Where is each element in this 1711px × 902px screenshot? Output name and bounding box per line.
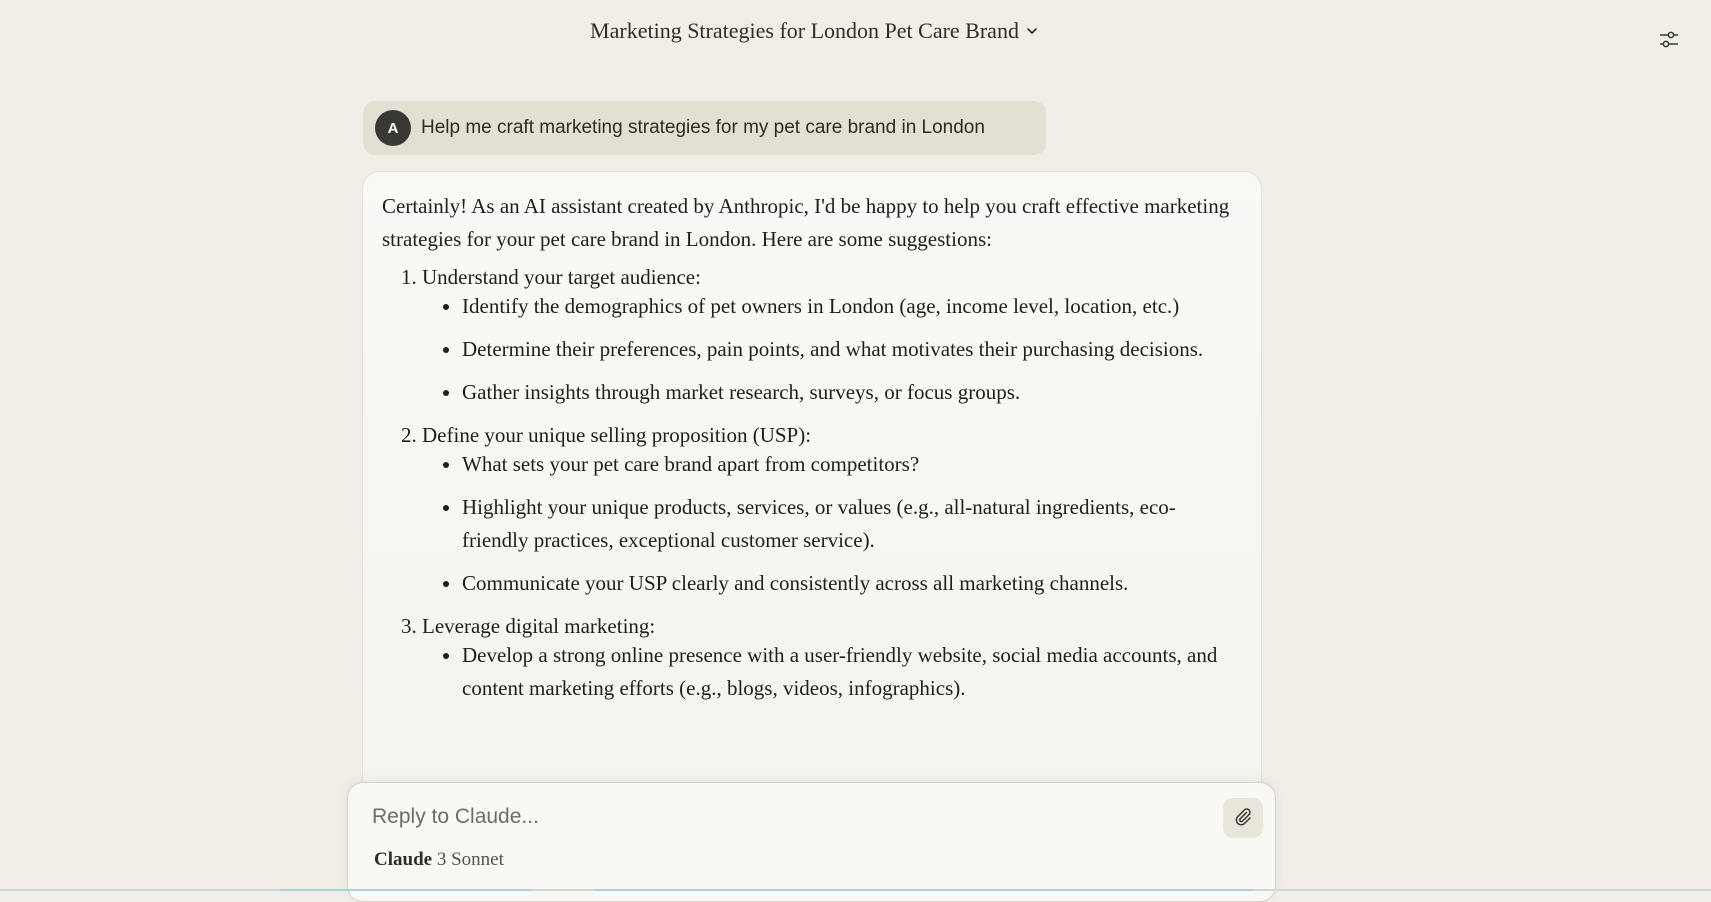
model-selector[interactable]	[374, 849, 504, 871]
reply-composer	[347, 782, 1276, 902]
bottom-divider	[0, 889, 1711, 891]
avatar: A	[375, 110, 411, 146]
strategy-list	[382, 261, 1241, 705]
strategy-title: Understand your target audience:	[422, 265, 701, 289]
strategy-item	[422, 419, 1241, 600]
model-brand: Claude	[374, 849, 433, 870]
strategy-item	[422, 610, 1241, 705]
strategy-bullet: • What sets your pet care brand apart from competitors?	[462, 448, 1241, 481]
top-bar	[0, 0, 1711, 66]
bottom-divider-segment	[594, 889, 1254, 891]
strategy-bullet: • Determine their preferences, pain points, and what motivates their purchasing decisions.	[462, 333, 1241, 366]
chat-settings-button[interactable]	[1656, 29, 1682, 55]
strategy-bullets	[422, 290, 1241, 409]
attach-button[interactable]	[1223, 798, 1263, 838]
strategy-bullets	[422, 448, 1241, 600]
strategy-title: Define your unique selling proposition (USP):	[422, 423, 812, 447]
bottom-divider-segment	[280, 889, 532, 891]
strategy-item	[422, 261, 1241, 409]
user-message-text: Help me craft marketing strategies for my pet care brand in London	[421, 117, 985, 138]
strategy-bullet: • Identify the demographics of pet owners in London (age, income level, location, etc.)	[462, 290, 1241, 323]
sliders-icon	[1658, 30, 1680, 55]
model-name: 3 Sonnet	[436, 849, 504, 870]
chevron-down-icon	[1025, 24, 1039, 38]
strategy-bullet: • Develop a strong online presence with a user-friendly website, social media accounts, and content marketing efforts (e.g., blogs, videos, infographics).	[462, 639, 1241, 705]
strategy-title: Leverage digital marketing:	[422, 614, 656, 638]
assistant-intro: Certainly! As an AI assistant created by Anthropic, I'd be happy to help you craft effective marketing strategies for your pet care brand in London. Here are some suggestions:	[382, 194, 1230, 251]
user-message	[363, 101, 1046, 155]
chat-title-button[interactable]	[0, 18, 1629, 44]
chat-title: Marketing Strategies for London Pet Care Brand	[590, 18, 1019, 43]
paperclip-icon	[1233, 806, 1253, 831]
strategy-bullet: • Highlight your unique products, services, or values (e.g., all-natural ingredients, eco-friendly practices, exceptional customer service).	[462, 491, 1241, 557]
strategy-bullets	[422, 639, 1241, 705]
assistant-message	[362, 171, 1262, 811]
reply-input[interactable]	[372, 805, 1172, 829]
strategy-bullet: • Gather insights through market research, surveys, or focus groups.	[462, 376, 1241, 409]
strategy-bullet: • Communicate your USP clearly and consistently across all marketing channels.	[462, 567, 1241, 600]
